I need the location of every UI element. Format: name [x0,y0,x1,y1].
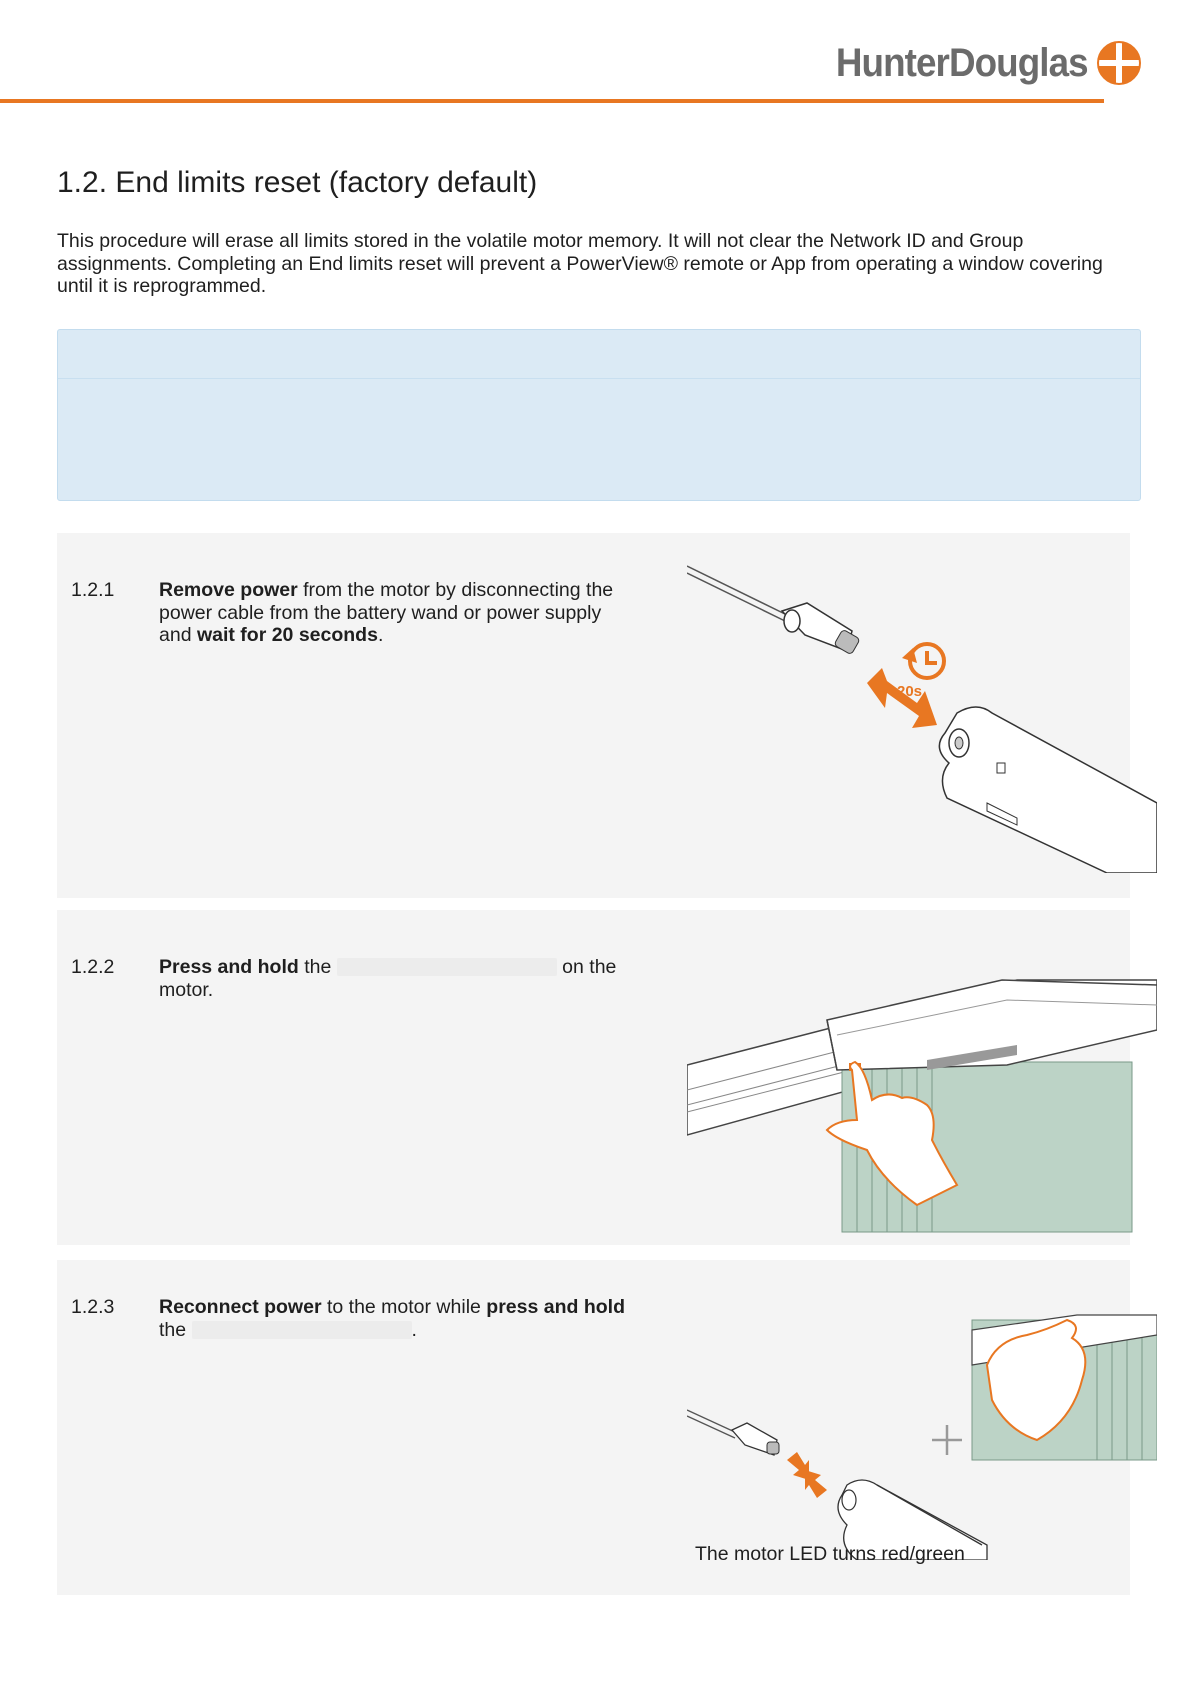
step-bold-text: Press and hold [159,956,299,978]
section-intro: This procedure will erase all limits stored in the volatile motor memory. It will not clear the Network ID and Group assignments. Completing an End limits reset will prevent a PowerView® remote or App from operating a window covering until it is reprogrammed. [57,230,1103,297]
note-box [57,329,1141,501]
step-instruction [159,579,639,647]
note-box-divider [58,378,1140,379]
plus-icon [932,1425,962,1455]
step-bold-text: Reconnect power [159,1296,322,1318]
step-bold-text: Remove power [159,579,298,601]
step-instruction [159,956,639,1001]
brand-logo [814,40,1142,86]
step-number: 1.2.1 [71,579,115,601]
timer-label: 20s [897,683,923,700]
step-instruction [159,1296,639,1341]
step-bold-text: wait for 20 seconds [196,624,378,646]
step-1-2-3 [57,1260,1130,1595]
step-1-2-1 [57,533,1130,898]
press-button-illustration [687,940,1157,1240]
redacted-text [337,958,557,976]
step-number: 1.2.2 [71,956,115,978]
section-title: 1.2. End limits reset (factory default) [57,166,538,199]
brand-logo-icon [1096,40,1142,86]
led-caption: The motor LED turns red/green [695,1543,965,1565]
step-text: . [377,624,384,646]
step-text: from the motor by disconnecting the power cable from the battery wand or power supply and [159,579,614,646]
header-divider [0,99,1104,103]
step-text: the [298,956,337,978]
reconnect-power-illustration [687,1290,1157,1560]
brand-name: HunterDouglas [835,40,1088,85]
step-text: . [411,1318,417,1341]
disconnect-power-illustration [687,563,1157,873]
timer-icon [902,644,944,678]
step-1-2-2 [57,910,1130,1245]
step-number: 1.2.3 [71,1296,115,1318]
step-text: the [159,1318,192,1341]
step-bold-text: press and hold [486,1296,625,1318]
step-text: on the motor. [159,956,617,1001]
redacted-text [192,1321,412,1339]
step-text: to the motor while [321,1296,487,1318]
